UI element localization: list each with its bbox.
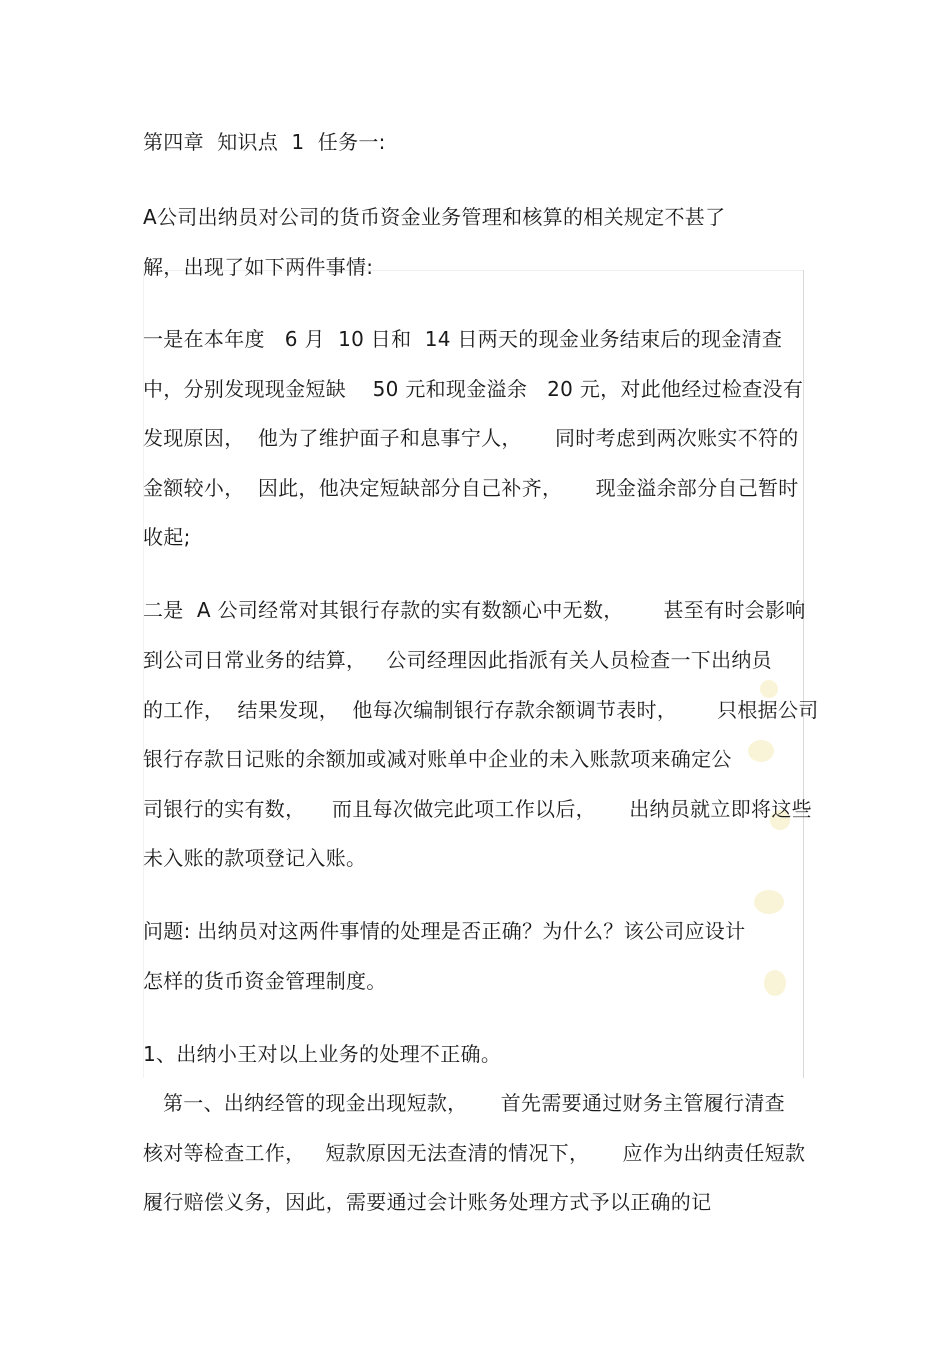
case1-line-4: 金额较小， 因此，他决定短缺部分自己补齐， 现金溢余部分自己暂时 [143,476,799,500]
case2-line-1: 二是 A 公司经常对其银行存款的实有数额心中无数， 甚至有时会影响 [143,598,806,622]
case1-line-1: 一是在本年度 6 月 10 日和 14 日两天的现金业务结束后的现金清查 [143,327,783,351]
chapter-heading: 第四章 知识点 1 任务一: [143,130,386,154]
case1-line-2: 中，分别发现现金短缺 50 元和现金溢余 20 元，对此他经过检查没有 [143,377,804,401]
answer-line-3: 核对等检查工作， 短款原因无法查清的情况下， 应作为出纳责任短款 [143,1141,806,1165]
case2-line-2: 到公司日常业务的结算， 公司经理因此指派有关人员检查一下出纳员 [143,648,772,672]
watermark-decoration [740,680,800,1040]
case2-line-6: 未入账的款项登记入账。 [143,846,367,870]
answer-line-2: 第一、出纳经管的现金出现短款， 首先需要通过财务主管履行清查 [143,1091,785,1115]
question-line-1: 问题: 出纳员对这两件事情的处理是否正确？为什么？该公司应设计 [143,919,746,943]
question-line-2: 怎样的货币资金管理制度。 [143,969,387,993]
intro-line-1: A公司出纳员对公司的货币资金业务管理和核算的相关规定不甚了 [143,205,726,229]
answer-line-4: 履行赔偿义务，因此，需要通过会计账务处理方式予以正确的记 [143,1190,712,1214]
intro-line-2: 解，出现了如下两件事情: [143,255,374,279]
case1-line-5: 收起; [143,525,191,549]
answer-line-1: 1、出纳小王对以上业务的处理不正确。 [143,1042,502,1066]
case2-line-4: 银行存款日记账的余额加或减对账单中企业的未入账款项来确定公 [143,747,732,771]
case1-line-3: 发现原因， 他为了维护面子和息事宁人， 同时考虑到两次账实不符的 [143,426,799,450]
case2-line-5: 司银行的实有数， 而且每次做完此项工作以后， 出纳员就立即将这些 [143,797,812,821]
case2-line-3: 的工作， 结果发现， 他每次编制银行存款余额调节表时， 只根据公司 [143,698,819,722]
